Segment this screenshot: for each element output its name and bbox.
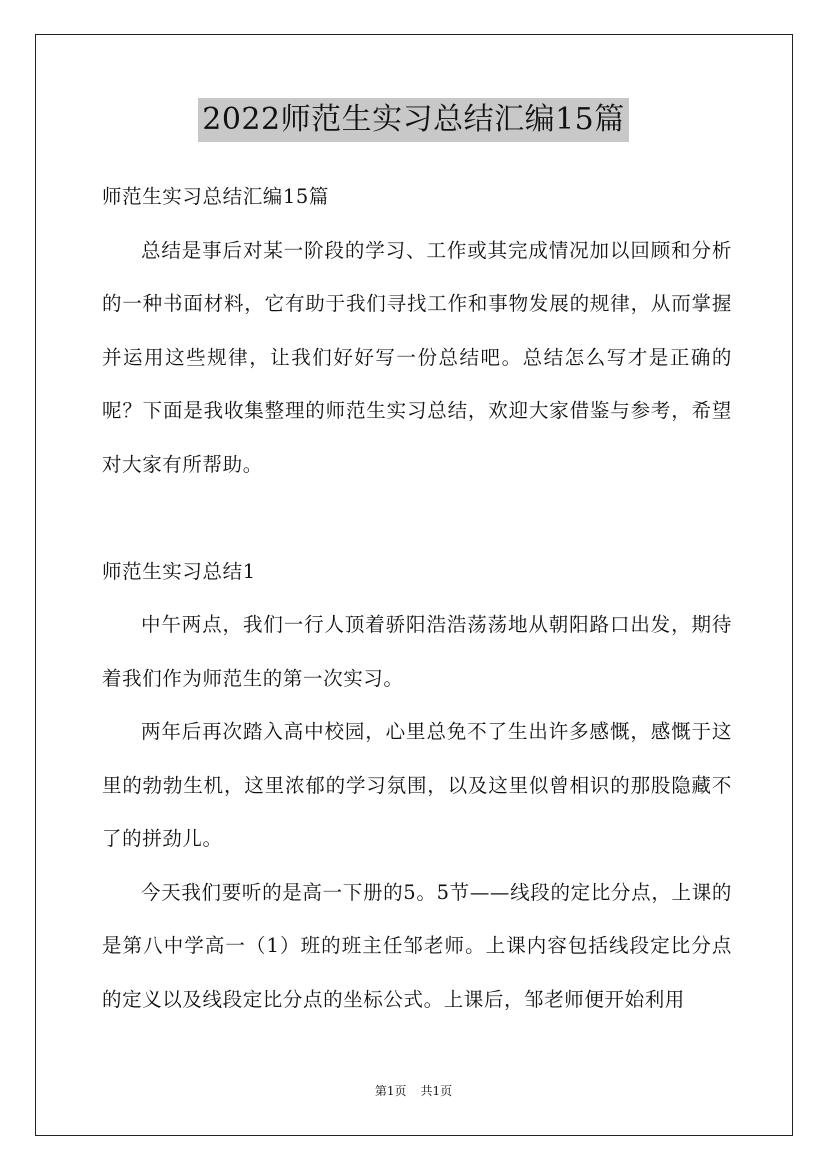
- section-heading: 师范生实习总结1: [102, 559, 256, 583]
- body-paragraph-2: 两年后再次踏入高中校园，心里总免不了生出许多感慨，感慨于这里的勃勃生机，这里浓郁的学习氛围，以及这里似曾相识的那股隐藏不了的拼劲儿。: [102, 720, 732, 850]
- body-paragraph-1: 中午两点，我们一行人顶着骄阳浩浩荡荡地从朝阳路口出发，期待着我们作为师范生的第一次实习。: [102, 613, 732, 690]
- title-area: [0, 98, 827, 142]
- section-spacer: [102, 491, 732, 545]
- document-subtitle: 师范生实习总结汇编15篇: [102, 185, 330, 208]
- page-total: 共1页: [420, 1084, 453, 1098]
- document-body: [102, 170, 732, 1026]
- document-title: 2022师范生实习总结汇编15篇: [198, 98, 629, 142]
- body-paragraph-3: 今天我们要听的是高一下册的5。5节——线段的定比分点，上课的是第八中学高一（1）班的班主任邹老师。上课内容包括线段定比分点的定义以及线段定比分点的坐标公式。上课后，邹老师便开始利用: [102, 880, 732, 1011]
- intro-paragraph: 总结是事后对某一阶段的学习、工作或其完成情况加以回顾和分析的一种书面材料，它有助于我们寻找工作和事物发展的规律，从而掌握并运用这些规律，让我们好好写一份总结吧。总结怎么写才是正确的呢？下面是我收集整理的师范生实习总结，欢迎大家借鉴与参考，希望对大家有所帮助。: [102, 238, 732, 476]
- page-footer: [0, 1083, 827, 1099]
- page-number: 第1页: [374, 1084, 407, 1098]
